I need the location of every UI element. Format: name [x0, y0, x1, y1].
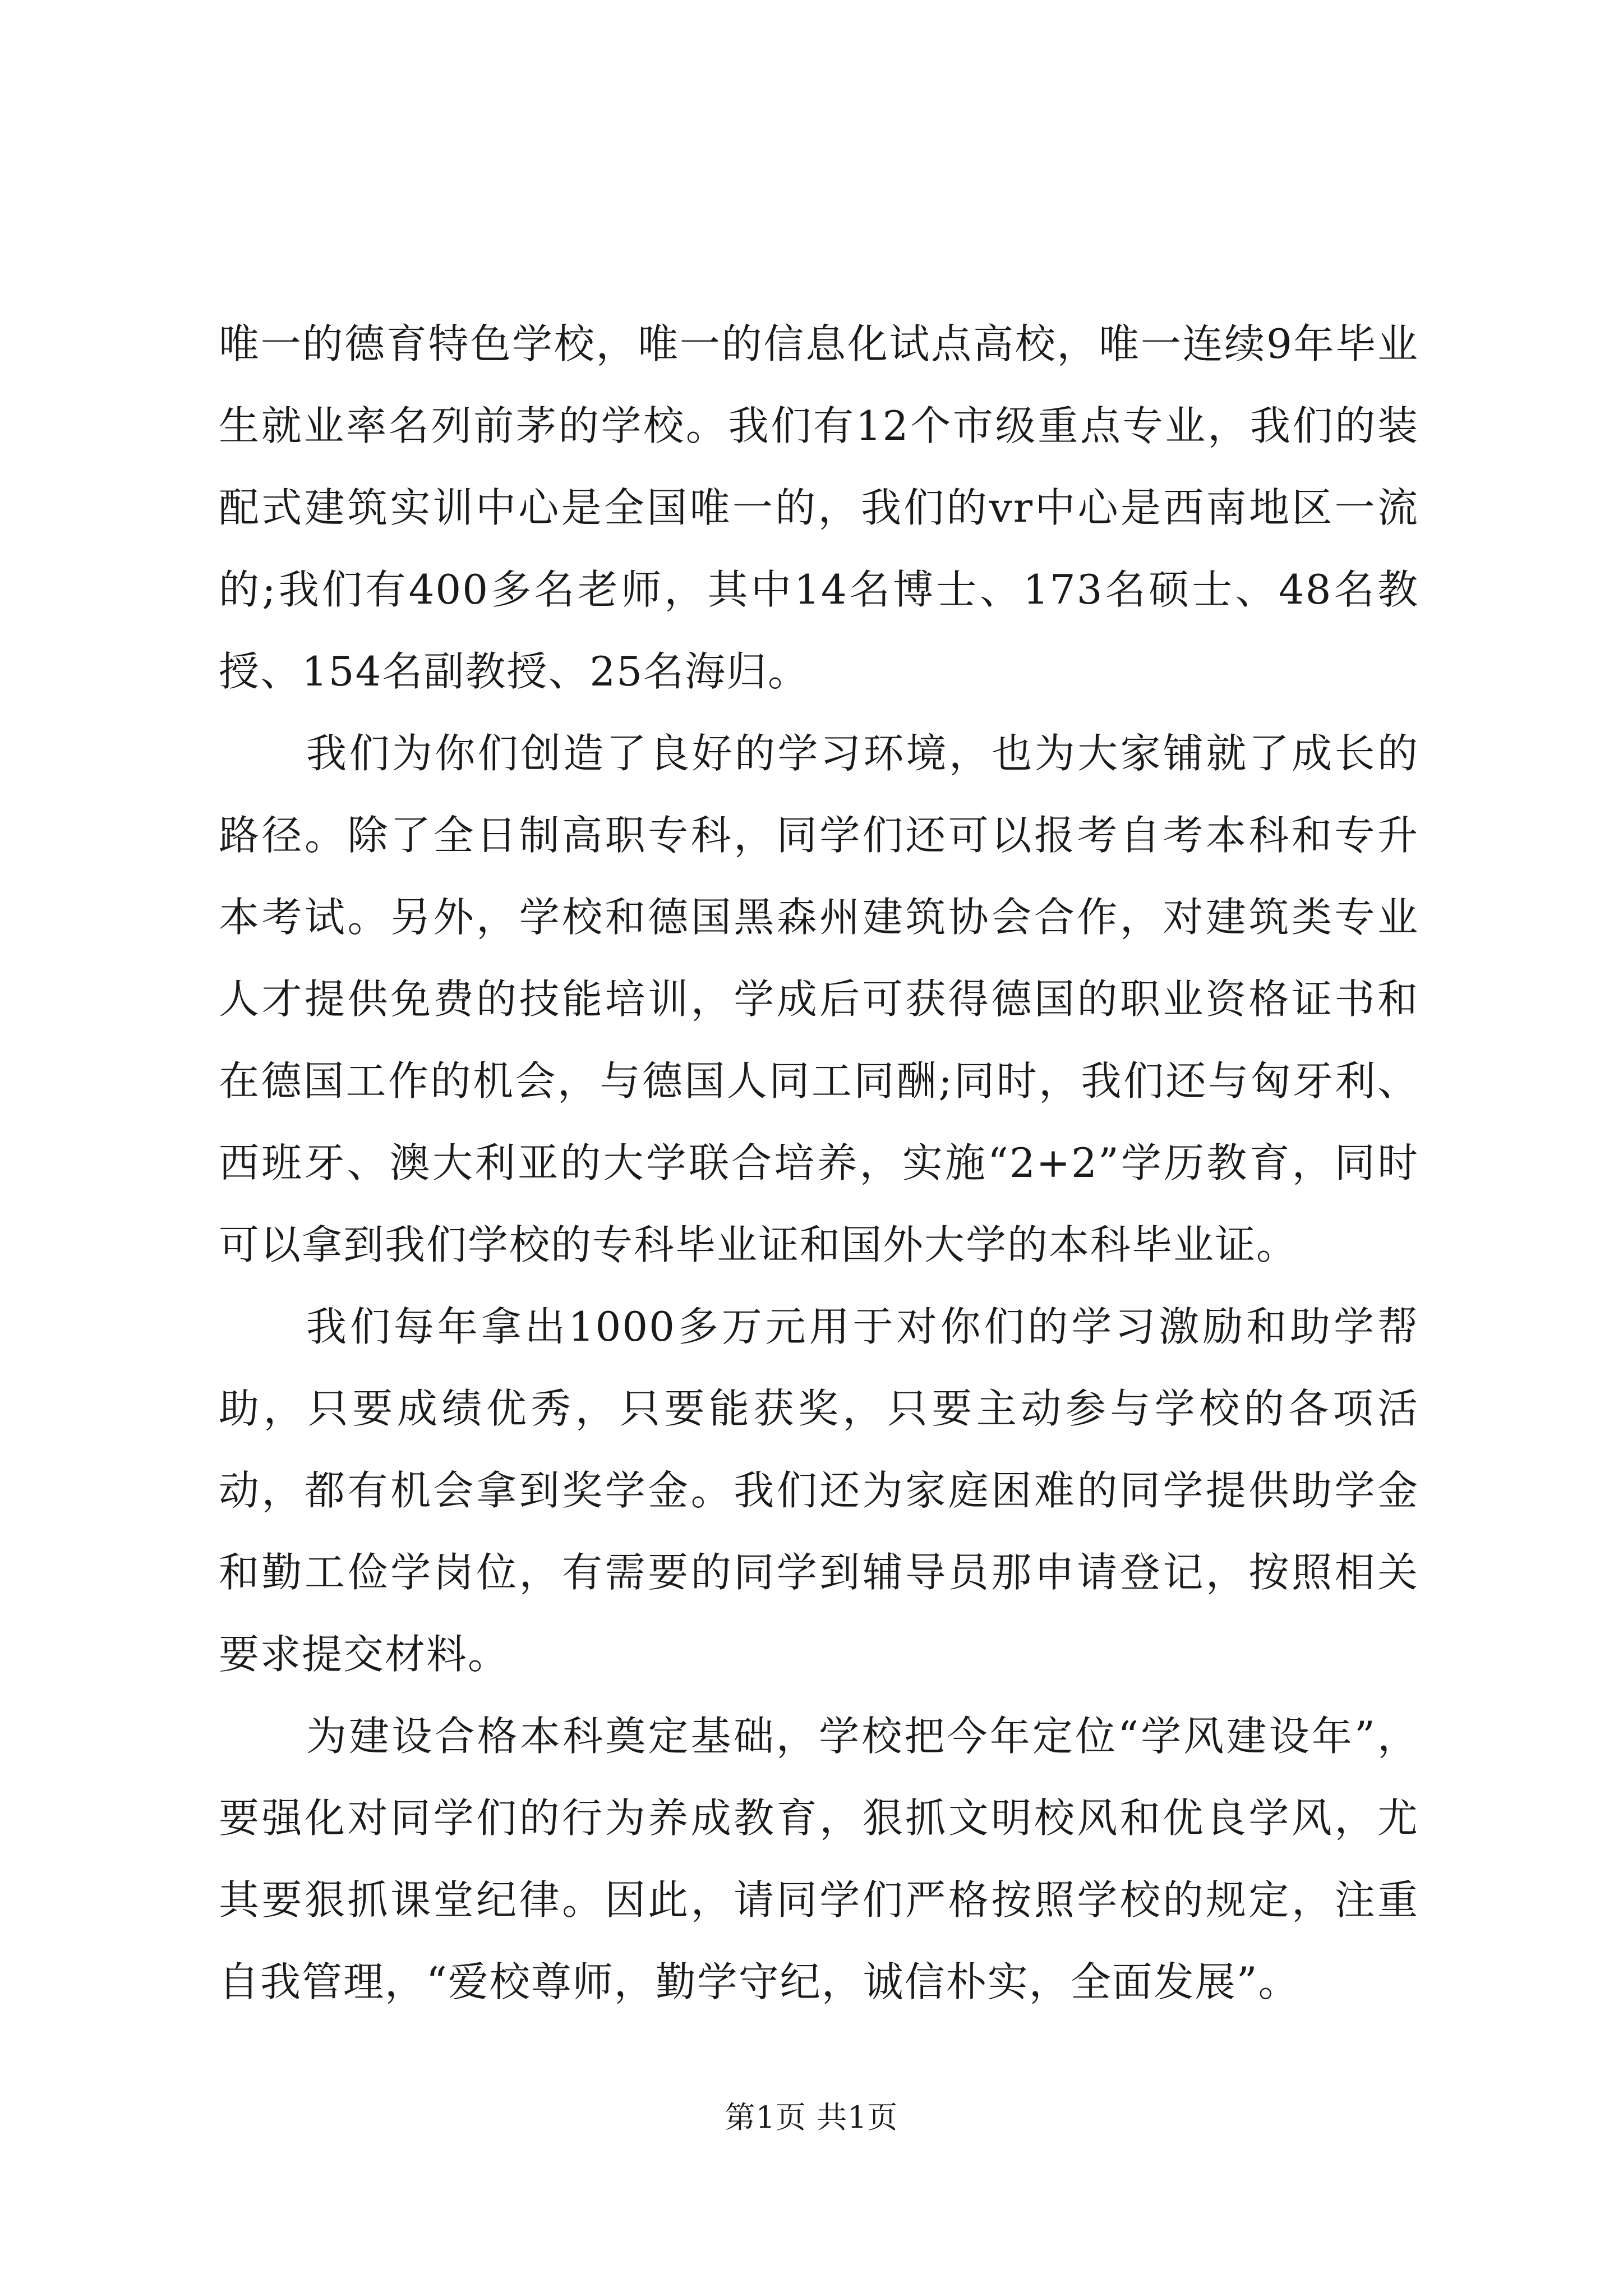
paragraph-4: 为建设合格本科奠定基础，学校把今年定位“学风建设年”，要强化对同学们的行为养成教育，狠抓文明校风和优良学风，尤其要狠抓课堂纪律。因此，请同学们严格按照学校的规定，注重自我管理，“爱校尊师，勤学守纪，诚信朴实，全面发展”。 — [219, 1713, 1419, 2005]
page-number-footer: 第1页 共1页 — [725, 2100, 898, 2135]
paragraph-3: 我们每年拿出1000多万元用于对你们的学习激励和助学帮助，只要成绩优秀，只要能获奖，只要主动参与学校的各项活动，都有机会拿到奖学金。我们还为家庭困难的同学提供助学金和勤工俭学岗位，有需要的同学到辅导员那申请登记，按照相关要求提交材料。 — [219, 1303, 1419, 1678]
paragraph-2: 我们为你们创造了良好的学习环境，也为大家铺就了成长的路径。除了全日制高职专科，同学们还可以报考自考本科和专升本考试。另外，学校和德国黑森州建筑协会合作，对建筑类专业人才提供免费的技能培训，学成后可获得德国的职业资格证书和在德国工作的机会，与德国人同工同酬;同时，我们还与匈牙利、西班牙、澳大利亚的大学联合培养，实施“2+2”学历教育，同时可以拿到我们学校的专科毕业证和国外大学的本科毕业证。 — [219, 730, 1419, 1268]
document-body — [219, 303, 1419, 2023]
paragraph-1: 唯一的德育特色学校，唯一的信息化试点高校，唯一连续9年毕业生就业率名列前茅的学校。我们有12个市级重点专业，我们的装配式建筑实训中心是全国唯一的，我们的vr中心是西南地区一流的;我们有400多名老师，其中14名博士、173名硕士、48名教授、154名副教授、25名海归。 — [219, 320, 1419, 695]
